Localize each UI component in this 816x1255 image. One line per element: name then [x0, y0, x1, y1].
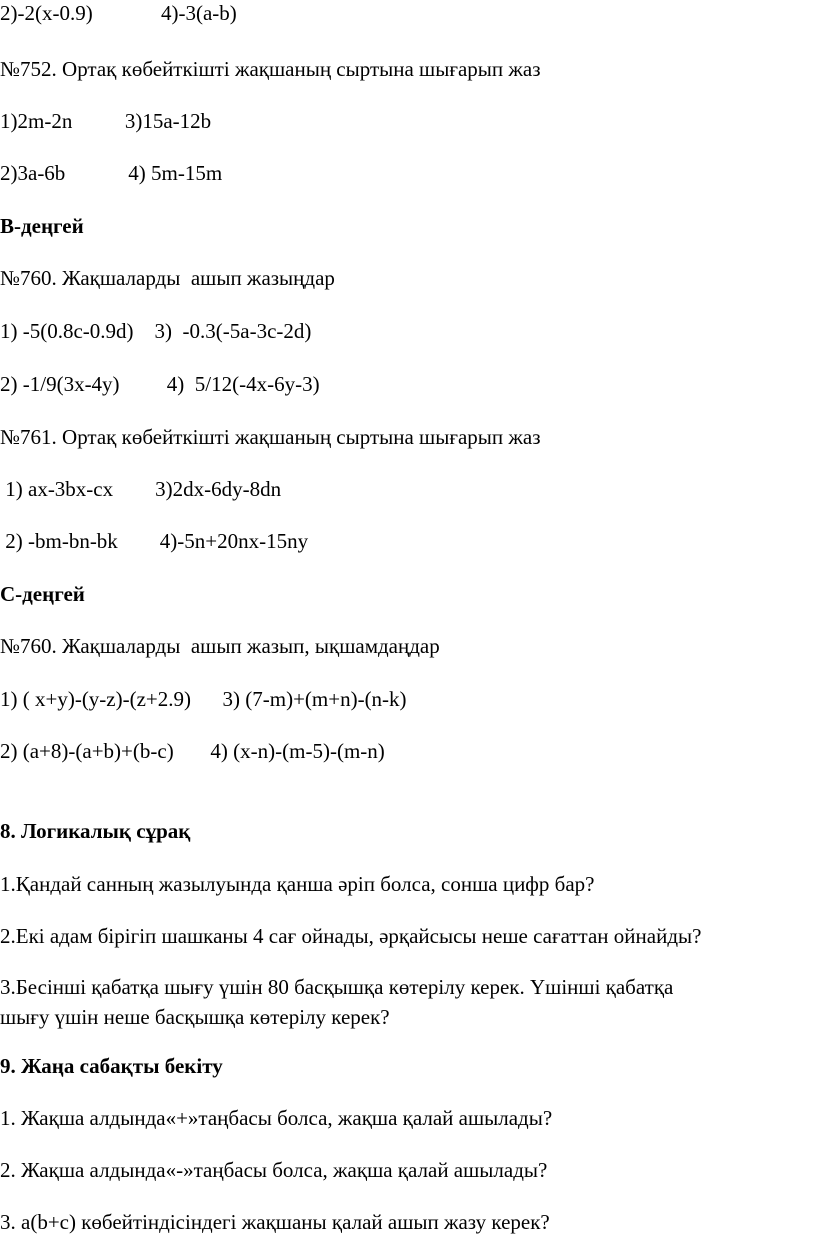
exercise-line: 2) (a+8)-(a+b)+(b-c) 4) (x-n)-(m-5)-(m-n): [0, 739, 385, 763]
level-c-heading: C-деңгей: [0, 582, 85, 606]
exercise-line: 2)-2(x-0.9) 4)-3(a-b): [0, 1, 237, 25]
question-line: 1.Қандай санның жазылуында қанша әріп болса, сонша цифр бар?: [0, 872, 595, 896]
section-heading-logic: 8. Логикалық сұрақ: [0, 819, 191, 843]
question-line: 2.Екі адам бірігіп шашканы 4 сағ ойнады, әрқайсысы неше сағаттан ойнайды?: [0, 924, 702, 948]
question-line: 3.Бесінші қабатқа шығу үшін 80 басқышқа көтерілу керек. Үшінші қабатқа: [0, 975, 674, 999]
exercise-line: 1) ax-3bx-cx 3)2dx-6dy-8dn: [0, 477, 282, 501]
exercise-line: 1)2m-2n 3)15a-12b: [0, 109, 212, 133]
exercise-line: 2) -bm-bn-bk 4)-5n+20nx-15ny: [0, 529, 309, 553]
exercise-line: 2) -1/9(3x-4y) 4) 5/12(-4x-6y-3): [0, 372, 320, 396]
exercise-line: 1) ( x+y)-(y-z)-(z+2.9) 3) (7-m)+(m+n)-(n-k): [0, 687, 407, 711]
question-line: 1. Жақша алдында«+»таңбасы болса, жақша қалай ашылады?: [0, 1106, 553, 1130]
exercise-line: 2)3a-6b 4) 5m-15m: [0, 161, 223, 185]
task-heading-760: №760. Жақшаларды ашып жазыңдар: [0, 266, 335, 290]
question-line: 2. Жақша алдында«-»таңбасы болса, жақша қалай ашылады?: [0, 1158, 548, 1182]
task-heading-760-c: №760. Жақшаларды ашып жазып, ықшамдаңдар: [0, 634, 440, 658]
section-heading-consolidation: 9. Жаңа сабақты бекіту: [0, 1054, 223, 1078]
question-line: 3. a(b+c) көбейтіндісіндегі жақшаны қалай ашып жазу керек?: [0, 1210, 550, 1234]
task-heading-752: №752. Ортақ көбейткішті жақшаның сыртына шығарып жаз: [0, 57, 541, 81]
level-b-heading: B-деңгей: [0, 214, 84, 238]
task-heading-761: №761. Ортақ көбейткішті жақшаның сыртына шығарып жаз: [0, 425, 541, 449]
exercise-line: 1) -5(0.8c-0.9d) 3) -0.3(-5a-3c-2d): [0, 319, 312, 343]
question-line: шығу үшін неше басқышқа көтерілу керек?: [0, 1005, 390, 1029]
